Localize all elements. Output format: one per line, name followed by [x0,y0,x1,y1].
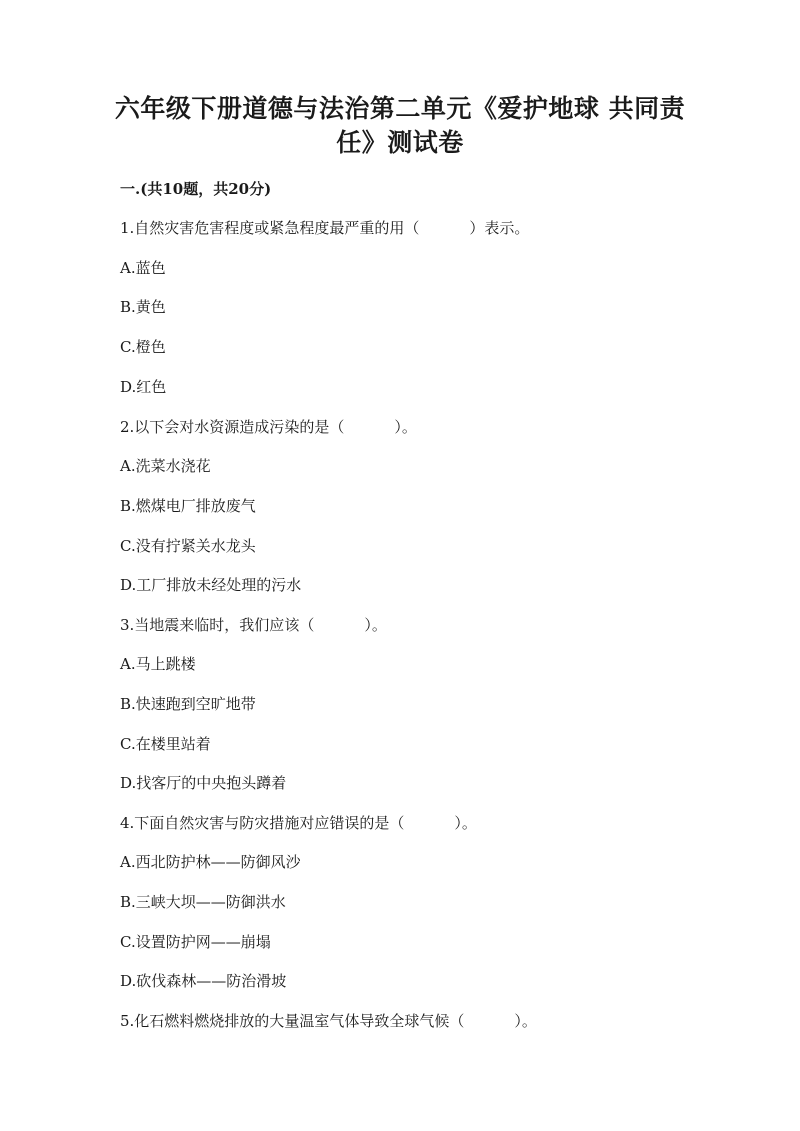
question-1-option-d: D.红色 [120,378,167,396]
question-1-stem [120,218,529,238]
question-4-option-b: B.三峡大坝——防御洪水 [120,893,286,911]
question-3-option-d: D.找客厅的中央抱头蹲着 [120,774,287,792]
section-heading: 一.(共10题，共20分) [120,180,272,198]
question-stem-text: ）表示。 [469,219,530,237]
question-4-option-d: D.砍伐森林——防治滑坡 [120,972,287,990]
question-3-option-a: A.马上跳楼 [120,655,196,673]
question-stem-text: ）。 [394,418,417,436]
question-stem-text: ）。 [514,1012,537,1030]
page-title [100,92,700,160]
question-stem-text: ）。 [364,616,387,634]
question-1-option-a: A.蓝色 [120,259,166,277]
question-4-option-a: A.西北防护林——防御风沙 [120,853,301,871]
question-2-stem [120,417,417,437]
question-1-option-b: B.黄色 [120,298,166,316]
question-stem-text: 5.化石燃料燃烧排放的大量温室气体导致全球气候（ [120,1012,465,1030]
question-2-option-d: D.工厂排放未经处理的污水 [120,576,302,594]
question-2-option-c: C.没有拧紧关水龙头 [120,537,256,555]
question-2-option-b: B.燃煤电厂排放废气 [120,497,256,515]
question-stem-text: 3.当地震来临时，我们应该（ [120,616,315,634]
question-3-stem [120,615,387,635]
question-5-stem [120,1011,537,1031]
question-4-stem [120,813,477,833]
question-3-option-c: C.在楼里站着 [120,735,211,753]
question-stem-text: 2.以下会对水资源造成污染的是（ [120,418,345,436]
question-2-option-a: A.洗菜水浇花 [120,457,211,475]
question-3-option-b: B.快速跑到空旷地带 [120,695,256,713]
question-stem-text: 1.自然灾害危害程度或紧急程度最严重的用（ [120,219,420,237]
question-1-option-c: C.橙色 [120,338,166,356]
title-line-1: 六年级下册道德与法治第二单元《爱护地球 共同责 [114,94,686,123]
question-stem-text: ）。 [454,814,477,832]
question-4-option-c: C.设置防护网——崩塌 [120,933,271,951]
question-stem-text: 4.下面自然灾害与防灾措施对应错误的是（ [120,814,405,832]
title-line-2: 任》测试卷 [336,128,464,157]
